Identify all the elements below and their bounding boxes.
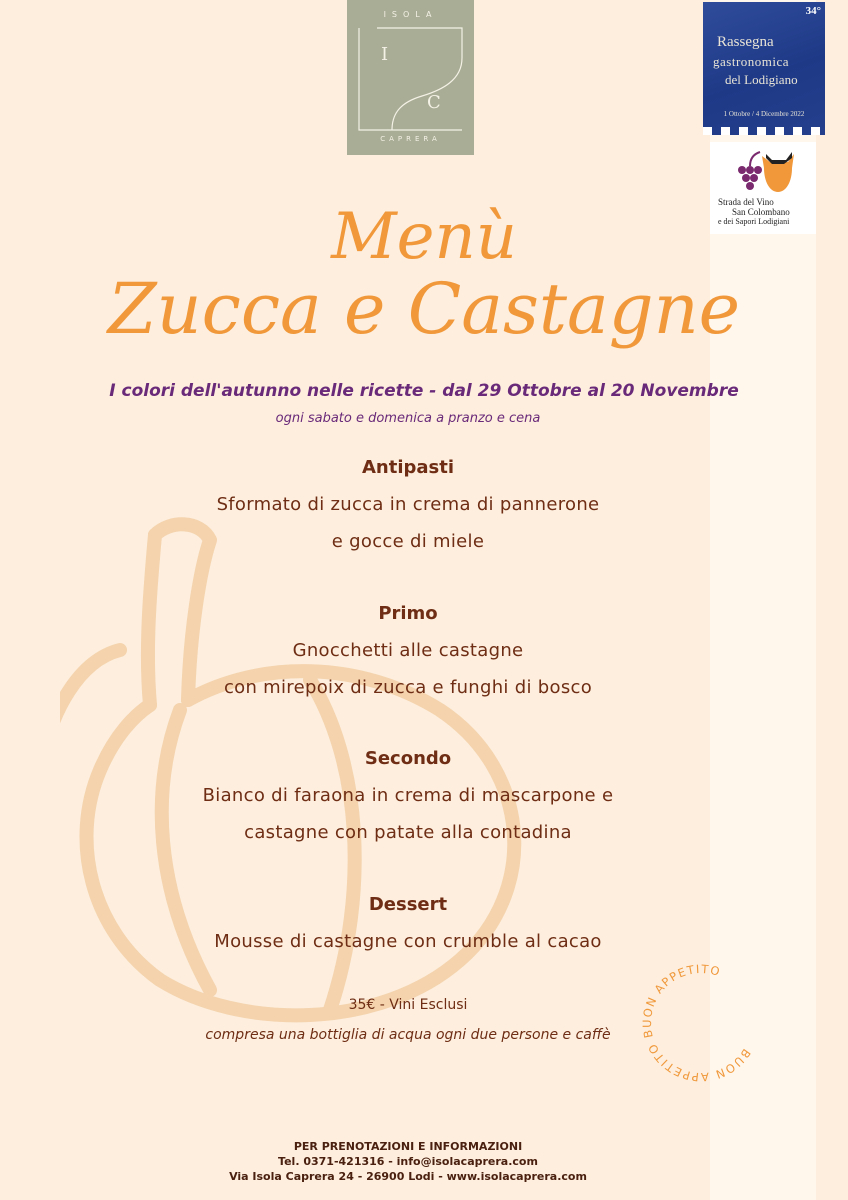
rassegna-edition-number: 34° (805, 5, 821, 17)
menu-price: 35€ - Vini Esclusi (348, 997, 468, 1013)
buon-appetito-stamp (636, 958, 766, 1088)
grapes-and-cow-icon (732, 148, 798, 196)
logo-letter-c: C (427, 92, 441, 113)
logo-curve-icon (347, 0, 474, 155)
rassegna-gastronomica-badge (703, 2, 825, 135)
course-heading-secondo: Secondo (364, 748, 452, 769)
logo-top-text: ISOLA (383, 10, 438, 19)
strada-line2: San Colombano (732, 207, 790, 217)
dish-primo-line2: con mirepoix di zucca e funghi di bosco (223, 677, 593, 698)
menu-inclusions: compresa una bottiglia di acqua ogni due persone e caffè (205, 1027, 611, 1043)
strada-line3: e dei Sapori Lodigiani (718, 217, 790, 226)
course-heading-primo: Primo (378, 603, 438, 624)
rassegna-line3: del Lodigiano (725, 72, 798, 87)
isola-caprera-logo (347, 0, 474, 155)
contacts-phone-email: Tel. 0371-421316 - info@isolacaprera.com (278, 1155, 538, 1168)
contacts-address: Via Isola Caprera 24 - 26900 Lodi - www.isolacaprera.com (229, 1170, 587, 1183)
stamp-text: BUON APPETITO BUON APPETITO (639, 961, 754, 1085)
svg-text:BUON APPETITO BUON APPETITO (636, 958, 766, 1088)
logo-letter-i: I (381, 44, 389, 65)
contacts-block (0, 1139, 816, 1184)
menu-subtitle: I colori dell'autunno nelle ricette - dal 29 Ottobre al 20 Novembre (109, 381, 739, 401)
rassegna-dates: 1 Ottobre / 4 Dicembre 2022 (723, 110, 805, 118)
dish-secondo-line2: castagne con patate alla contadina (244, 822, 572, 843)
rassegna-crenellation (703, 127, 825, 135)
rassegna-line2: gastronomica (713, 54, 790, 69)
menu-schedule-note: ogni sabato e domenica a pranzo e cena (275, 411, 541, 426)
menu-title-line1: Menù (331, 200, 517, 274)
rassegna-line1: Rassegna (717, 34, 774, 50)
strada-line1: Strada del Vino (718, 197, 774, 207)
dish-dessert-line1: Mousse di castagne con crumble al cacao (214, 931, 602, 952)
dish-antipasti-line2: e gocce di miele (331, 531, 485, 552)
logo-bottom-text: CAPRERA (380, 135, 441, 143)
dish-secondo-line1: Bianco di faraona in crema di mascarpone e (202, 785, 614, 806)
course-heading-antipasti: Antipasti (361, 457, 455, 478)
menu-title-line2: Zucca e Castagne (107, 268, 741, 350)
course-heading-dessert: Dessert (368, 894, 448, 915)
dish-primo-line1: Gnocchetti alle castagne (292, 640, 524, 661)
contacts-heading: PER PRENOTAZIONI E INFORMAZIONI (293, 1140, 523, 1153)
dish-antipasti-line1: Sformato di zucca in crema di pannerone (216, 494, 600, 515)
